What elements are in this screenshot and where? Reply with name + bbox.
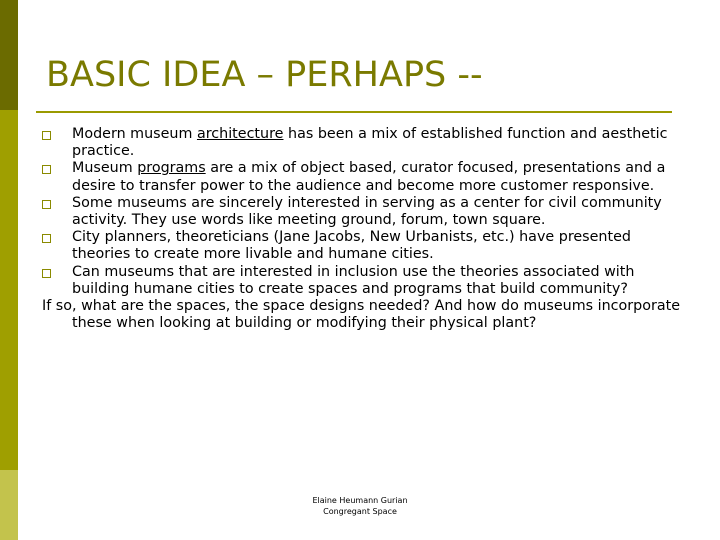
bullet-item-civic-activity	[42, 195, 682, 229]
square-bullet-icon	[42, 269, 51, 278]
bullet-text: has been a mix of established function and aesthetic practice.	[72, 126, 668, 160]
footer-author: Elaine Heumann Gurian	[312, 496, 408, 505]
bullet-text: City planners, theoreticians (Jane Jacobs, New Urbanists, etc.) have presented theories to create more livable and humane cities.	[72, 229, 631, 263]
square-bullet-icon	[42, 165, 51, 174]
sidebar-accent-top	[0, 0, 18, 110]
bullet-text: Can museums that are interested in inclusion use the theories associated with building humane cities to create spaces and programs that build community?	[72, 263, 635, 297]
bullet-text: Some museums are sincerely interested in serving as a center for civil community activity. They use words like meeting ground, forum, town square.	[72, 194, 662, 229]
title-underline-divider	[36, 111, 672, 113]
bullet-item-inclusion	[42, 264, 682, 298]
square-bullet-icon	[42, 234, 51, 243]
square-bullet-icon	[42, 131, 51, 140]
underlined-term: programs	[137, 160, 206, 177]
square-bullet-icon	[42, 200, 51, 209]
closing-question: If so, what are the spaces, the space designs needed? And how do museums incorporate these when looking at building or modifying their physical plant?	[42, 298, 681, 332]
bullet-item-architecture	[42, 126, 682, 160]
slide-footer	[260, 495, 460, 517]
bullet-item-city-planners	[42, 229, 682, 263]
bullet-text: Modern museum	[72, 126, 197, 142]
sidebar-accent-middle	[0, 110, 18, 470]
bullet-text: Museum	[72, 160, 138, 177]
slide-title: BASIC IDEA – PERHAPS --	[46, 55, 483, 95]
bullet-text: are a mix of object based, curator focused, presentations and a desire to transfer power to the audience and become more customer responsive.	[72, 160, 666, 194]
bullet-item-programs	[42, 160, 682, 194]
sidebar-accent-bottom	[0, 470, 18, 540]
bullet-list	[42, 126, 682, 332]
footer-subtitle: Congregant Space	[323, 507, 397, 516]
underlined-term: architecture	[196, 126, 284, 142]
